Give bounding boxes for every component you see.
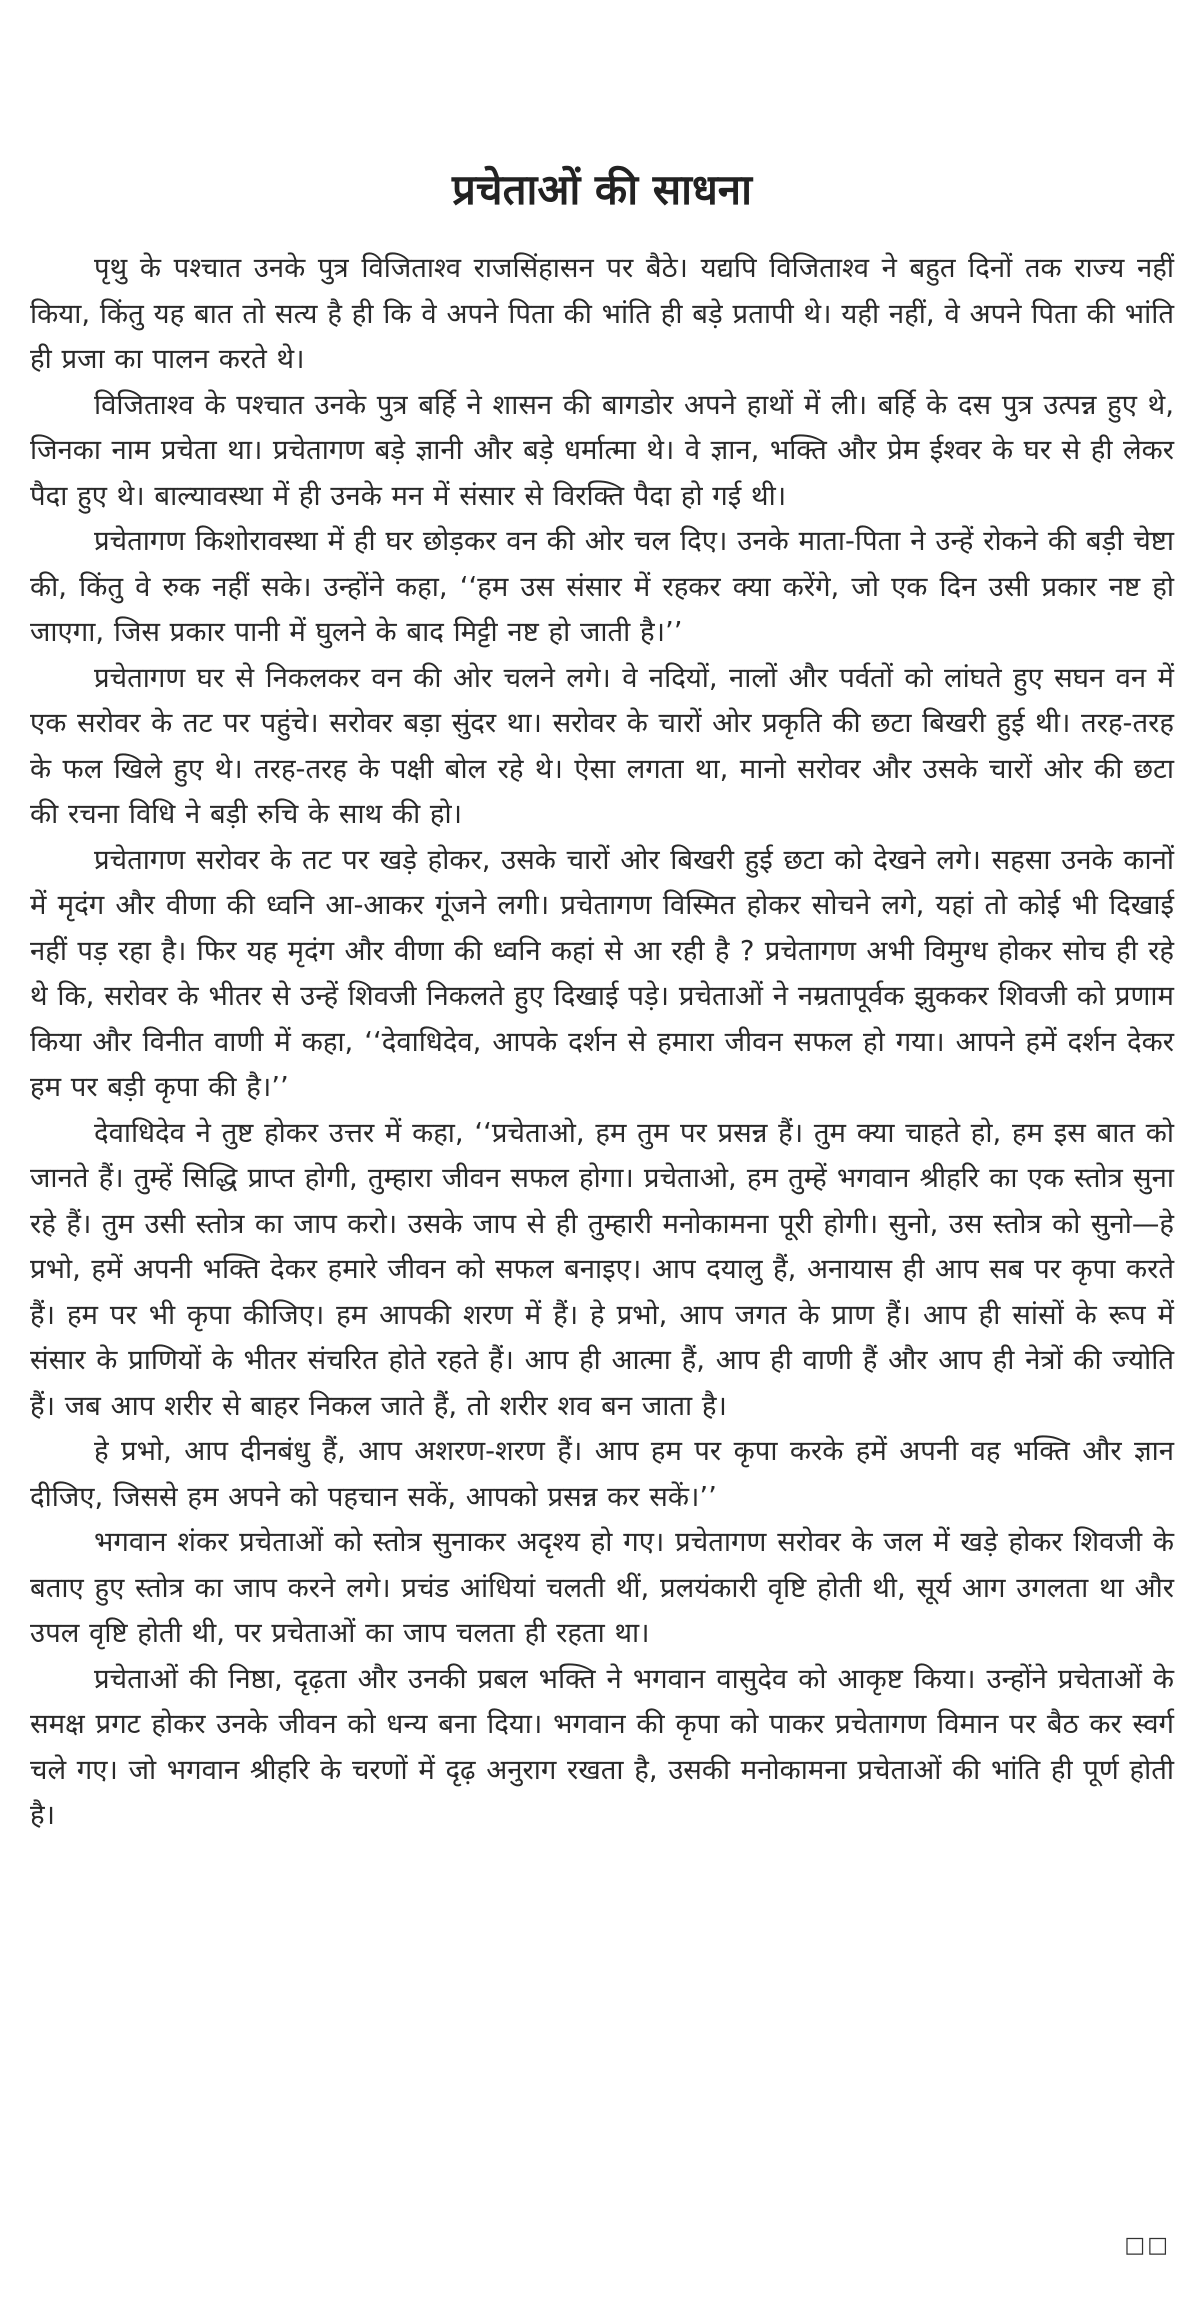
end-mark: □□	[1124, 2233, 1170, 2258]
paragraph-5: प्रचेतागण सरोवर के तट पर खड़े होकर, उसके चारों ओर बिखरी हुई छटा को देखने लगे। सहसा उनके कानों में मृदंग और वीणा की ध्वनि आ-आकर गूंजने लगी। प्रचेतागण विस्मित होकर सोचने लगे, यहां तो कोई भी दिखाई नहीं पड़ रहा है। फिर यह मृदंग और वीणा की ध्वनि कहां से आ रही है ? प्रचेतागण अभी विमुग्ध होकर सोच ही रहे थे कि, सरोवर के भीतर से उन्हें शिवजी निकलते हुए दिखाई पड़े। प्रचेताओं ने नम्रतापूर्वक झुककर शिवजी को प्रणाम किया और विनीत वाणी में कहा, ‘‘देवाधिदेव, आपके दर्शन से हमारा जीवन सफल हो गया। आपने हमें दर्शन देकर हम पर बड़ी कृपा की है।’’	[30, 843, 1174, 1103]
page-title: प्रचेताओं की साधना	[452, 165, 752, 214]
paragraph-3: प्रचेतागण किशोरावस्था में ही घर छोड़कर वन की ओर चल दिए। उनके माता-पिता ने उन्हें रोकने की बड़ी चेष्टा की, किंतु वे रुक नहीं सके। उन्होंने कहा, ‘‘हम उस संसार में रहकर क्या करेंगे, जो एक दिन उसी प्रकार नष्ट हो जाएगा, जिस प्रकार पानी में घुलने के बाद मिट्टी नष्ट हो जाती है।’’	[30, 525, 1174, 648]
paragraph-6: देवाधिदेव ने तुष्ट होकर उत्तर में कहा, ‘‘प्रचेताओ, हम तुम पर प्रसन्न हैं। तुम क्या चाहते हो, हम इस बात को जानते हैं। तुम्हें सिद्धि प्राप्त होगी, तुम्हारा जीवन सफल होगा। प्रचेताओ, हम तुम्हें भगवान श्रीहरि का एक स्तोत्र सुना रहे हैं। तुम उसी स्तोत्र का जाप करो। उसके जाप से ही तुम्हारी मनोकामना पूरी होगी। सुनो, उस स्तोत्र को सुनो—हे प्रभो, हमें अपनी भक्ति देकर हमारे जीवन को सफल बनाइए। आप दयालु हैं, अनायास ही आप सब पर कृपा करते हैं। हम पर भी कृपा कीजिए। हम आपकी शरण में हैं। हे प्रभो, आप जगत के प्राण हैं। आप ही सांसों के रूप में संसार के प्राणियों के भीतर संचरित होते रहते हैं। आप ही आत्मा हैं, आप ही वाणी हैं और आप ही नेत्रों की ज्योति हैं। जब आप शरीर से बाहर निकल जाते हैं, तो शरीर शव बन जाता है।	[30, 1116, 1174, 1422]
paragraph-4: प्रचेतागण घर से निकलकर वन की ओर चलने लगे। वे नदियों, नालों और पर्वतों को लांघते हुए सघन वन में एक सरोवर के तट पर पहुंचे। सरोवर बड़ा सुंदर था। सरोवर के चारों ओर प्रकृति की छटा बिखरी हुई थी। तरह-तरह के फल खिले हुए थे। तरह-तरह के पक्षी बोल रहे थे। ऐसा लगता था, मानो सरोवर और उसके चारों ओर की छटा की रचना विधि ने बड़ी रुचि के साथ की हो।	[30, 661, 1174, 830]
paragraph-7: हे प्रभो, आप दीनबंधु हैं, आप अशरण-शरण हैं। आप हम पर कृपा करके हमें अपनी वह भक्ति और ज्ञान दीजिए, जिससे हम अपने को पहचान सकें, आपको प्रसन्न कर सकें।’’	[30, 1435, 1174, 1513]
paragraph-2: विजिताश्व के पश्चात उनके पुत्र बर्हि ने शासन की बागडोर अपने हाथों में ली। बर्हि के दस पुत्र उत्पन्न हुए थे, जिनका नाम प्रचेता था। प्रचेतागण बड़े ज्ञानी और बड़े धर्मात्मा थे। वे ज्ञान, भक्ति और प्रेम ईश्वर के घर से ही लेकर पैदा हुए थे। बाल्यावस्था में ही उनके मन में संसार से विरक्ति पैदा हो गई थी।	[30, 388, 1174, 512]
paragraph-8: भगवान शंकर प्रचेताओं को स्तोत्र सुनाकर अदृश्य हो गए। प्रचेतागण सरोवर के जल में खड़े होकर शिवजी के बताए हुए स्तोत्र का जाप करने लगे। प्रचंड आंधियां चलती थीं, प्रलयंकारी वृष्टि होती थी, सूर्य आग उगलता था और उपल वृष्टि होती थी, पर प्रचेताओं का जाप चलता ही रहता था।	[30, 1526, 1174, 1649]
paragraph-9: प्रचेताओं की निष्ठा, दृढ़ता और उनकी प्रबल भक्ति ने भगवान वासुदेव को आकृष्ट किया। उन्होंने प्रचेताओं के समक्ष प्रगट होकर उनके जीवन को धन्य बना दिया। भगवान की कृपा को पाकर प्रचेतागण विमान पर बैठ कर स्वर्ग चले गए। जो भगवान श्रीहरि के चरणों में दृढ़ अनुराग रखता है, उसकी मनोकामना प्रचेताओं की भांति ही पूर्ण होती है।	[30, 1662, 1174, 1831]
paragraph-1: पृथु के पश्चात उनके पुत्र विजिताश्व राजसिंहासन पर बैठे। यद्यपि विजिताश्व ने बहुत दिनों तक राज्य नहीं किया, किंतु यह बात तो सत्य है ही कि वे अपने पिता की भांति ही बड़े प्रतापी थे। यही नहीं, वे अपने पिता की भांति ही प्रजा का पालन करते थे।	[30, 252, 1174, 375]
